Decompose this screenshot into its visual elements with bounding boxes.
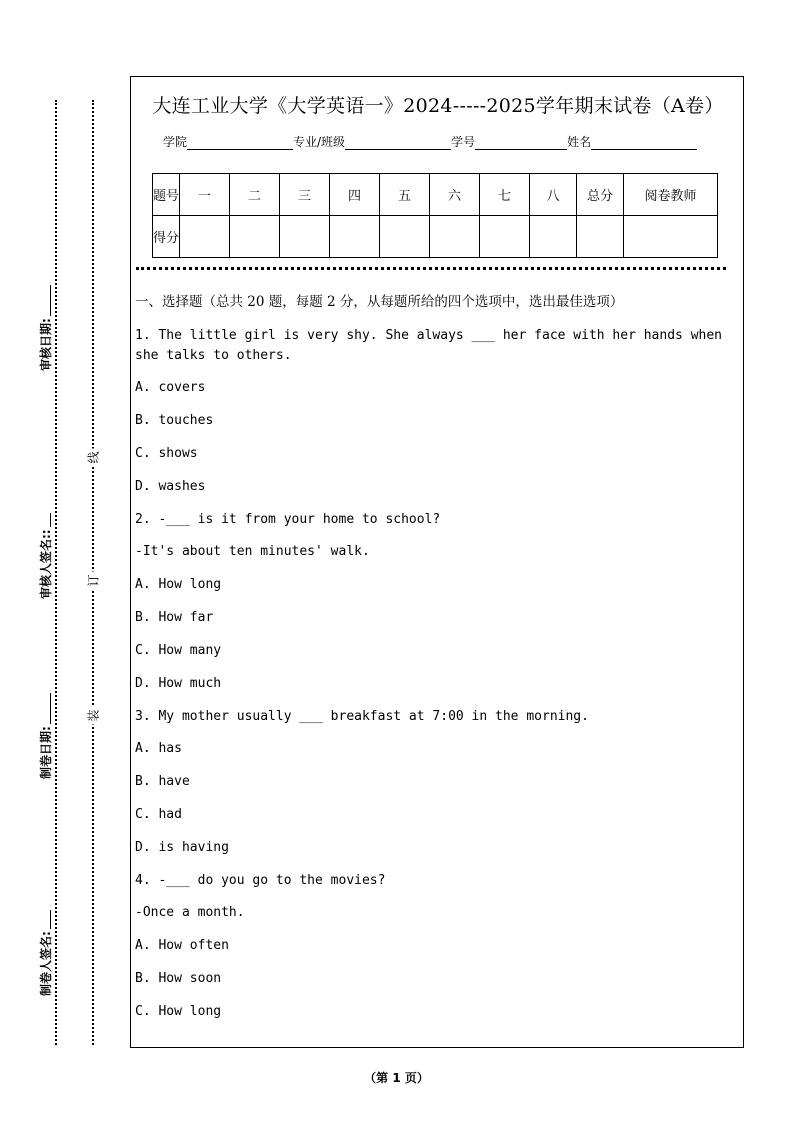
exam-frame: [130, 76, 744, 1048]
maker-date-blank[interactable]: [40, 693, 51, 724]
column-header: 四: [330, 174, 380, 216]
score-table-score-row: [153, 216, 718, 258]
reviewer-date-label: 审核日期:: [38, 318, 53, 371]
question-4-stem: 4. -___ do you go to the movies?: [135, 873, 386, 888]
student-id-field: [451, 133, 567, 150]
maker-date-label: 制卷日期:: [38, 726, 53, 779]
name-field: [567, 133, 697, 150]
score-cell-grader[interactable]: [624, 216, 718, 258]
score-table: [152, 173, 718, 258]
score-cell[interactable]: [330, 216, 380, 258]
student-id-label: 学号: [451, 135, 476, 149]
major-field: [293, 133, 451, 150]
column-header-total: 总分: [577, 174, 624, 216]
score-cell[interactable]: [280, 216, 330, 258]
column-header-grader: 阅卷教师: [624, 174, 718, 216]
option-item[interactable]: C. How many: [135, 643, 222, 658]
name-blank[interactable]: [591, 137, 697, 150]
exam-title: 大连工业大学《大学英语一》2024-----2025学年期末试卷（A卷）: [152, 95, 724, 117]
question-4-reply: -Once a month.: [135, 905, 245, 920]
question-2-stem: 2. -___ is it from your home to school?: [135, 512, 441, 527]
option-item[interactable]: C. shows: [135, 446, 198, 461]
maker-date-field: [35, 693, 55, 783]
option-item[interactable]: C. had: [135, 807, 182, 822]
binding-mark-line: 线: [85, 449, 102, 467]
option-item[interactable]: B. touches: [135, 413, 214, 428]
column-header: 三: [280, 174, 330, 216]
dotted-separator: [136, 267, 726, 270]
score-table-header-row: [153, 174, 718, 216]
binding-dotted-line-outer: [55, 100, 57, 1045]
student-info-row: [163, 133, 697, 150]
option-item[interactable]: A. How long: [135, 577, 222, 592]
major-label: 专业/班级: [293, 135, 346, 149]
header-row-label: 题号: [153, 174, 180, 216]
name-label: 姓名: [567, 135, 592, 149]
option-item[interactable]: B. How far: [135, 610, 214, 625]
maker-sign-blank[interactable]: [40, 910, 51, 929]
column-header: 五: [380, 174, 430, 216]
score-cell[interactable]: [230, 216, 280, 258]
option-item[interactable]: C. How long: [135, 1004, 222, 1019]
score-row-label: 得分: [153, 216, 180, 258]
option-item[interactable]: D. How much: [135, 676, 222, 691]
student-id-blank[interactable]: [475, 137, 567, 150]
option-item[interactable]: A. has: [135, 741, 182, 756]
score-cell[interactable]: [430, 216, 480, 258]
option-item[interactable]: D. washes: [135, 479, 206, 494]
option-item[interactable]: A. covers: [135, 380, 206, 395]
option-item[interactable]: B. How soon: [135, 971, 222, 986]
questions-area: [135, 290, 741, 1035]
maker-sign-field: [35, 910, 55, 1000]
question-2-reply: -It's about ten minutes' walk.: [135, 544, 370, 559]
column-header: 七: [480, 174, 530, 216]
option-item[interactable]: B. have: [135, 774, 190, 789]
college-blank[interactable]: [187, 137, 293, 150]
reviewer-sign-blank[interactable]: [40, 513, 51, 527]
score-cell[interactable]: [480, 216, 530, 258]
college-field: [163, 133, 293, 150]
reviewer-sign-label: 审核人签名::: [38, 529, 53, 599]
column-header: 八: [530, 174, 577, 216]
page-number: （第 1 页）: [364, 1071, 429, 1085]
option-item[interactable]: D. is having: [135, 840, 229, 855]
score-cell[interactable]: [180, 216, 230, 258]
score-cell-total[interactable]: [577, 216, 624, 258]
column-header: 六: [430, 174, 480, 216]
question-3-stem: 3. My mother usually ___ breakfast at 7:00 in the morning.: [135, 709, 589, 724]
maker-sign-label: 制卷人签名:: [38, 931, 53, 996]
question-1-stem: 1. The little girl is very shy. She always ___ her face with her hands when she talks to others.: [135, 328, 722, 363]
reviewer-date-field: [35, 285, 55, 375]
college-label: 学院: [163, 135, 188, 149]
option-item[interactable]: A. How often: [135, 938, 229, 953]
reviewer-date-blank[interactable]: [40, 285, 51, 316]
column-header: 一: [180, 174, 230, 216]
score-cell[interactable]: [380, 216, 430, 258]
major-blank[interactable]: [345, 137, 451, 150]
score-cell[interactable]: [530, 216, 577, 258]
section-heading: 一、选择题（总共 20 题，每题 2 分，从每题所给的四个选项中，选出最佳选项）: [135, 294, 624, 310]
binding-mark-install: 装: [85, 707, 102, 725]
column-header: 二: [230, 174, 280, 216]
reviewer-sign-field: [35, 513, 55, 603]
binding-mark-order: 订: [85, 572, 102, 590]
